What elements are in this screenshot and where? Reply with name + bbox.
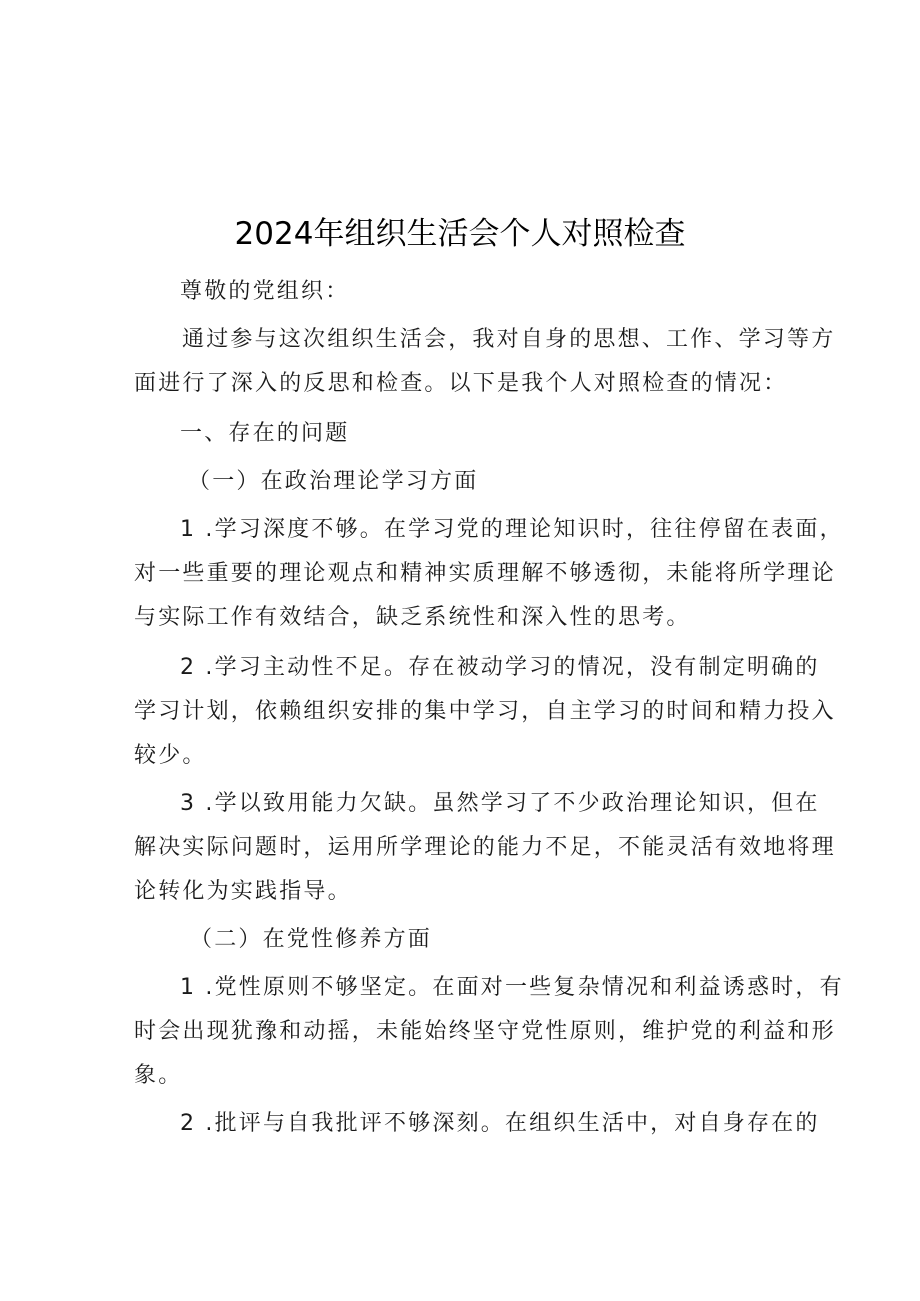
- intro-line-1: 通过参与这次组织生活会，我对自身的思想、工作、学习等方: [182, 327, 836, 352]
- paragraph-line: 时会出现犹豫和动摇，未能始终坚守党性原则，维护党的利益和形: [134, 1019, 836, 1044]
- intro-line-2: 面进行了深入的反思和检查。以下是我个人对照检查的情况：: [134, 371, 788, 396]
- document-title: 2024年组织生活会个人对照检查: [234, 216, 686, 252]
- paragraph-line: 论转化为实践指导。: [134, 879, 352, 904]
- paragraph-line: 对一些重要的理论观点和精神实质理解不够透彻，未能将所学理论: [134, 561, 836, 586]
- paragraph-line: 解决实际问题时，运用所学理论的能力不足，不能灵活有效地将理: [134, 835, 836, 860]
- paragraph-line: 象。: [134, 1063, 183, 1088]
- subsection-heading-1: （一）在政治理论学习方面: [188, 469, 479, 494]
- paragraph-line: 3 .学以致用能力欠缺。虽然学习了不少政治理论知识，但在: [180, 791, 820, 816]
- paragraph-line: 较少。: [134, 743, 207, 768]
- paragraph-line: 与实际工作有效结合，缺乏系统性和深入性的思考。: [134, 605, 691, 630]
- paragraph-line: 2 .批评与自我批评不够深刻。在组织生活中，对自身存在的: [180, 1111, 820, 1136]
- paragraph-line: 学习计划，依赖组织安排的集中学习，自主学习的时间和精力投入: [134, 699, 836, 724]
- paragraph-line: 1 .学习深度不够。在学习党的理论知识时，往往停留在表面，: [180, 517, 844, 542]
- paragraph-line: 1 .党性原则不够坚定。在面对一些复杂情况和利益诱惑时，有: [180, 975, 844, 1000]
- salutation: 尊敬的党组织：: [180, 279, 350, 304]
- subsection-heading-2: （二）在党性修养方面: [190, 927, 433, 952]
- paragraph-line: 2 .学习主动性不足。存在被动学习的情况，没有制定明确的: [180, 655, 820, 680]
- section-heading: 一、存在的问题: [180, 421, 350, 446]
